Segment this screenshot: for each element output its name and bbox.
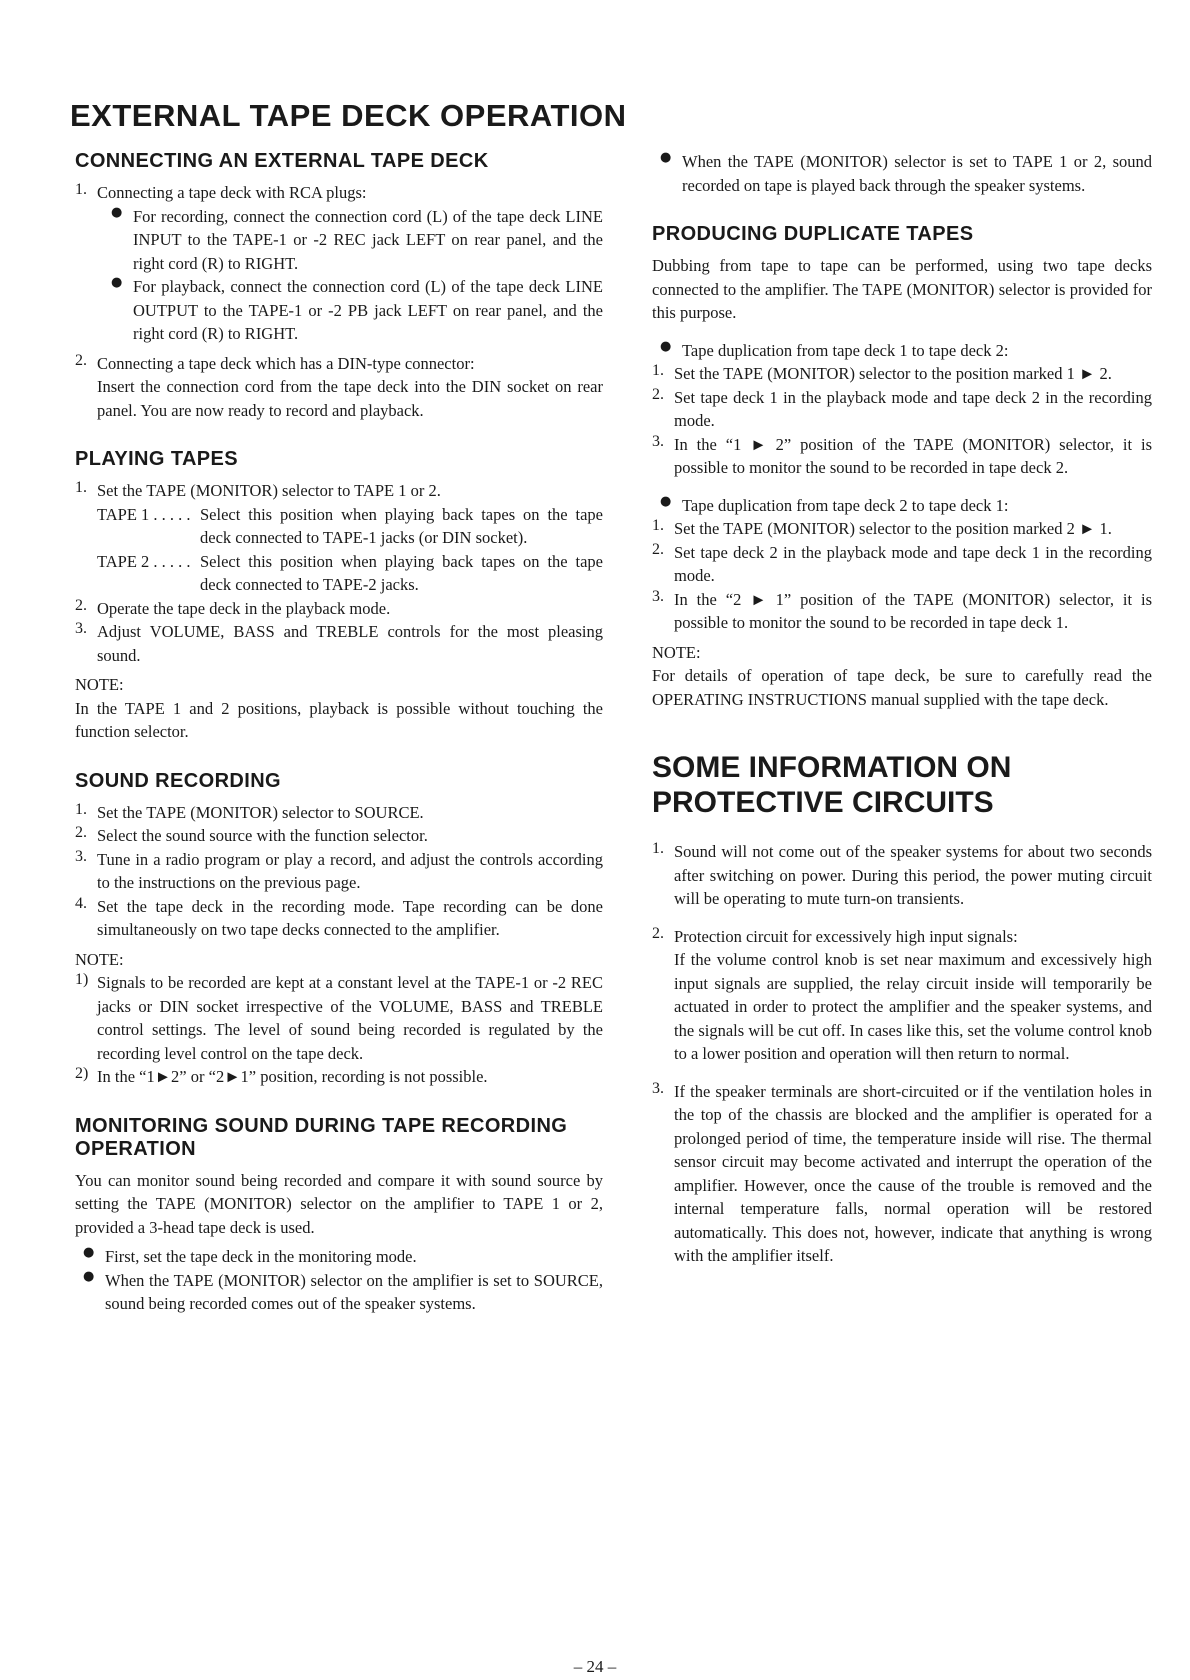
- monitoring-body: You can monitor sound being recorded and compare it with sound source by setting the TAPE (MONITOR) selector on the amplifier to TAPE 1 or 2, provided a 3-head tape deck is used.: [75, 1170, 603, 1237]
- connecting-bullet-recording: [103, 205, 603, 276]
- item-number: 2.: [75, 824, 87, 841]
- note-number: 2): [75, 1065, 89, 1082]
- connecting-section: [75, 150, 603, 422]
- monitoring-bullet-3: [652, 150, 1152, 197]
- recording-item-3: [75, 848, 603, 895]
- item-text: Set the TAPE (MONITOR) selector to the position marked 1 ► 2.: [674, 364, 1112, 383]
- item-text: Connecting a tape deck which has a DIN-type connector:: [97, 353, 475, 373]
- recording-item-2: [75, 824, 603, 848]
- item-number: 3.: [75, 847, 87, 865]
- item-body: Insert the connection cord from the tape deck into the DIN socket on rear panel. You are now ready to record and playback.: [97, 377, 603, 420]
- item-number: 3.: [652, 432, 664, 450]
- item-text: Set tape deck 1 in the playback mode and tape deck 2 in the recording mode.: [674, 387, 1152, 430]
- playing-heading: PLAYING TAPES: [75, 448, 239, 470]
- monitoring-section: [75, 1115, 603, 1316]
- note-number: 1): [75, 971, 89, 988]
- bullet-text: ● When the TAPE (MONITOR) selector on the amplifier is set to SOURCE, sound being recorded comes out of the speaker systems.: [105, 1270, 603, 1313]
- item-text: Tune in a radio program or play a record, and adjust the controls according to the instructions on the previous page.: [97, 849, 603, 892]
- tape-2-label: TAPE 2 . . . . .: [97, 551, 191, 571]
- duplicate-a-item-2: [652, 386, 1152, 433]
- item-text: Sound will not come out of the speaker systems for about two seconds after switching on power. During this period, the power muting circuit will be operating to mute turn-on transients.: [674, 842, 1152, 908]
- protective-section: [652, 751, 1152, 1268]
- item-text: Set the TAPE (MONITOR) selector to TAPE 1 or 2.: [97, 481, 441, 500]
- duplicate-a-item-1: [652, 362, 1152, 386]
- item-text: Connecting a tape deck with RCA plugs:: [97, 183, 367, 202]
- note-text: In the “1►2” or “2►1” position, recording is not possible.: [97, 1067, 488, 1086]
- recording-section: [75, 770, 603, 1089]
- duplicate-note-text: For details of operation of tape deck, be sure to carefully read the OPERATING INSTRUCTIONS manual supplied with the tape deck.: [652, 666, 1152, 709]
- duplicate-a-item-3: [652, 433, 1152, 480]
- connecting-heading: CONNECTING AN EXTERNAL TAPE DECK: [75, 150, 489, 172]
- item-number: 2.: [652, 540, 664, 558]
- recording-note-1: [75, 971, 603, 1065]
- duplicate-note-label: NOTE:: [652, 642, 701, 662]
- playing-section: [75, 448, 603, 744]
- item-text: Set the TAPE (MONITOR) selector to SOURCE.: [97, 802, 424, 822]
- item-text: Protection circuit for excessively high input signals:: [674, 926, 1018, 946]
- duplicate-intro: Dubbing from tape to tape can be performed, using two tape decks connected to the amplifier. The TAPE (MONITOR) selector is provided for this purpose.: [652, 256, 1152, 322]
- item-text: In the “2 ► 1” position of the TAPE (MONITOR) selector, it is possible to monitor the sound to be recorded in tape deck 1.: [674, 589, 1152, 632]
- tape-2-desc: Select this position when playing back tapes on the tape deck connected to TAPE-2 jacks.: [200, 551, 603, 594]
- protective-item-3: [652, 1080, 1152, 1268]
- recording-item-4: [75, 895, 603, 942]
- monitoring-bullet-2: [75, 1269, 603, 1316]
- tape-2-row: [75, 550, 603, 597]
- playing-note-text: In the TAPE 1 and 2 positions, playback is possible without touching the function selector.: [75, 698, 603, 741]
- item-number: 3.: [652, 1079, 664, 1097]
- item-text: Set tape deck 2 in the playback mode and tape deck 1 in the recording mode.: [674, 542, 1152, 585]
- note-text: Signals to be recorded are kept at a constant level at the TAPE-1 or -2 REC jacks or DIN socket irrespective of the VOLUME, BASS and TREBLE control settings. The level of sound being recorded is regulated by the recording level control on the tape deck.: [97, 973, 603, 1063]
- tape-1-row: [75, 503, 603, 550]
- monitoring-bullet-1: [75, 1245, 603, 1269]
- duplicate-b-item-1: [652, 517, 1152, 541]
- page-number: – 24 –: [573, 1657, 617, 1676]
- item-number: 1.: [75, 181, 87, 198]
- tape-1-label: TAPE 1 . . . . .: [97, 504, 191, 524]
- duplicate-b-item-2: [652, 541, 1152, 588]
- item-number: 3.: [652, 587, 664, 605]
- recording-heading: SOUND RECORDING: [75, 769, 282, 792]
- playing-item-3: [75, 620, 603, 667]
- item-number: 1.: [75, 479, 87, 496]
- playing-item-1: [75, 479, 603, 503]
- duplicate-section: [652, 223, 1152, 711]
- protective-item-1: [652, 840, 1152, 911]
- recording-note-2: [75, 1065, 603, 1089]
- connecting-item-1: [75, 181, 603, 205]
- bullet-text: ● First, set the tape deck in the monitoring mode.: [105, 1247, 417, 1266]
- tape-1-desc: Select this position when playing back tapes on the tape deck connected to TAPE-1 jacks (or DIN socket).: [200, 504, 603, 547]
- left-column: [75, 150, 603, 1316]
- monitoring-heading: MONITORING SOUND DURING TAPE RECORDING OPERATION: [75, 1114, 568, 1160]
- item-number: 4.: [75, 894, 87, 912]
- recording-item-1: [75, 801, 603, 825]
- bullet-text: ● Tape duplication from tape deck 1 to tape deck 2:: [682, 340, 1009, 360]
- connecting-item-2: [75, 352, 603, 423]
- duplicate-bullet-1to2: [652, 339, 1152, 363]
- duplicate-heading: PRODUCING DUPLICATE TAPES: [652, 223, 974, 245]
- item-text: Set the tape deck in the recording mode. Tape recording can be done simultaneously on two tape decks connected to the amplifier.: [97, 896, 603, 939]
- item-text: Adjust VOLUME, BASS and TREBLE controls for the most pleasing sound.: [97, 622, 603, 665]
- duplicate-b-item-3: [652, 588, 1152, 635]
- item-text: Select the sound source with the function selector.: [97, 826, 428, 845]
- item-number: 3.: [75, 620, 87, 637]
- item-text: Operate the tape deck in the playback mode.: [97, 598, 391, 618]
- item-number: 1.: [652, 517, 664, 534]
- bullet-text: ● When the TAPE (MONITOR) selector is set to TAPE 1 or 2, sound recorded on tape is played back through the speaker systems.: [682, 152, 1152, 195]
- playing-note-label: NOTE:: [75, 675, 124, 694]
- page-title: EXTERNAL TAPE DECK OPERATION: [70, 98, 627, 133]
- item-number: 2.: [652, 385, 664, 403]
- bullet-text: ● For playback, connect the connection cord (L) of the tape deck LINE OUTPUT to the TAPE-1 or -2 PB jack LEFT on rear panel, and the right cord (R) to RIGHT.: [133, 277, 603, 343]
- item-number: 1.: [652, 840, 664, 857]
- protective-heading: SOME INFORMATION ON PROTECTIVE CIRCUITS: [652, 751, 1012, 819]
- item-body: If the volume control knob is set near maximum and excessively high input signals are supplied, the relay circuit inside will temporarily be actuated in order to protect the amplifier and the speaker systems, and the signals will be cut off. In cases like this, set the volume control knob to a lower position and operation will then return to normal.: [674, 950, 1152, 1063]
- duplicate-bullet-2to1: [652, 494, 1152, 518]
- item-text: In the “1 ► 2” position of the TAPE (MONITOR) selector, it is possible to monitor the sound to be recorded in tape deck 2.: [674, 434, 1152, 477]
- playing-item-2: [75, 597, 603, 621]
- right-column: [652, 150, 1152, 1268]
- item-text: Set the TAPE (MONITOR) selector to the position marked 2 ► 1.: [674, 519, 1112, 538]
- bullet-text: ● Tape duplication from tape deck 2 to tape deck 1:: [682, 495, 1009, 515]
- recording-note-label: NOTE:: [75, 949, 124, 969]
- item-number: 1.: [75, 800, 87, 818]
- item-number: 1.: [652, 362, 664, 379]
- item-number: 2.: [75, 351, 87, 369]
- bullet-text: ● For recording, connect the connection cord (L) of the tape deck LINE INPUT to the TAPE-1 or -2 REC jack LEFT on rear panel, and the right cord (R) to RIGHT.: [133, 206, 603, 273]
- protective-item-2: [652, 925, 1152, 1066]
- connecting-bullet-playback: [103, 275, 603, 346]
- item-text: If the speaker terminals are short-circuited or if the ventilation holes in the top of the chassis are blocked and the amplifier is operated for a prolonged period of time, the temperature inside will rise. The thermal sensor circuit may become activated and interrupt the operation of the amplifier. However, once the cause of the trouble is removed and the internal temperature falls, normal operation will be restored automatically. This does not, however, indicate that anything is wrong with the amplifier itself.: [674, 1081, 1152, 1265]
- item-number: 2.: [652, 924, 664, 942]
- item-number: 2.: [75, 596, 87, 614]
